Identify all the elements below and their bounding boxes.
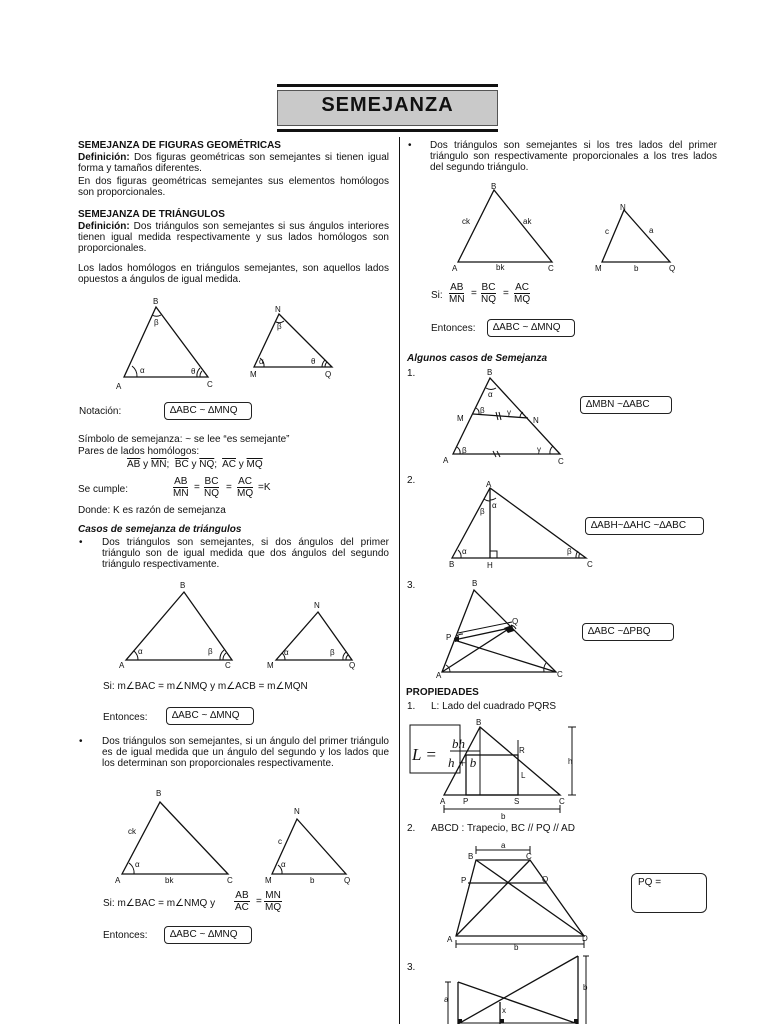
- figure-parallel-midline: [440, 366, 580, 466]
- figure-case-sas: [110, 786, 360, 886]
- label: A: [116, 382, 122, 391]
- label: β: [330, 648, 335, 657]
- figure-right-triangle-altitude: [444, 478, 604, 572]
- label: b: [501, 812, 506, 821]
- k-value: =K: [258, 482, 271, 493]
- label: C: [526, 852, 532, 861]
- label: B: [491, 182, 497, 191]
- label: M: [265, 876, 272, 885]
- label: C: [207, 380, 213, 389]
- similarity-box-5: ∆MBN ~∆ABC: [580, 396, 672, 414]
- label: N: [314, 601, 320, 610]
- label: c: [605, 227, 609, 236]
- caso1-si: Si: m∠BAC = m∠NMQ y m∠ACB = m∠MQN: [103, 681, 308, 692]
- bullet: •: [79, 537, 83, 548]
- figure-inscribed-square: [404, 715, 594, 823]
- figure-case-sss: [446, 180, 696, 278]
- caso2-box: ∆ABC ~ ∆MNQ: [164, 926, 252, 944]
- fraction-ab-mn-r: $\frac{AB}{MN}$: [449, 282, 465, 305]
- label: H: [487, 561, 493, 570]
- fraction-ab-ac: $\frac{AB}{AC}$: [235, 890, 249, 913]
- label: B: [476, 718, 482, 727]
- number-1: 1.: [407, 368, 416, 379]
- algunos-heading: Algunos casos de Semejanza: [407, 353, 548, 364]
- caso3-si: Si:: [431, 290, 443, 301]
- eq: =: [471, 288, 477, 299]
- label: α: [135, 860, 140, 869]
- bullet: •: [79, 736, 83, 747]
- title-band: [277, 84, 498, 132]
- label: Q: [349, 661, 356, 670]
- label: α: [259, 357, 264, 366]
- caso1-box: ∆ABC ~ ∆MNQ: [166, 707, 254, 725]
- label: a: [501, 841, 506, 850]
- bullet: •: [408, 140, 412, 151]
- pq-box: PQ =: [631, 873, 707, 913]
- fraction-bc-nq-r: $\frac{BC}{NQ}$: [481, 282, 496, 305]
- fraction-ab-mn: $\frac{AB}{MN}$: [173, 476, 189, 499]
- label: A: [447, 935, 453, 944]
- column-divider: [399, 137, 400, 1024]
- label: Q: [344, 876, 351, 885]
- donde-text: Donde: K es razón de semejanza: [78, 505, 226, 516]
- label: ak: [523, 217, 532, 226]
- label: β: [480, 406, 485, 415]
- number-3: 3.: [407, 962, 416, 973]
- definition-figuras: Definición: Dos figuras geométricas son semejantes si tienen igual forma y tamaños diferentes.: [78, 152, 389, 174]
- similarity-box-6: ∆ABH~∆AHC ~∆ABC: [585, 517, 704, 535]
- label: β: [480, 507, 485, 516]
- label: θ: [311, 357, 316, 366]
- label: B: [153, 297, 159, 306]
- label: bk: [165, 876, 174, 885]
- figure-trapezoid: [444, 838, 604, 952]
- formula-bh: bh: [452, 736, 465, 751]
- label: Q: [542, 875, 549, 884]
- label: Q: [669, 264, 676, 273]
- label: C: [225, 661, 231, 670]
- number-3: 3.: [407, 580, 416, 591]
- label: D: [582, 934, 588, 943]
- caso3-box: ∆ABC ~ ∆MNQ: [487, 319, 575, 337]
- caso2-text: Dos triángulos son semejantes, si un ángulo del primer triángulo es de igual medida que un ángulo del segundo y los lados que los determinan son proporcionales respectivamente.: [102, 736, 389, 769]
- label: α: [138, 647, 143, 656]
- label: θ: [191, 367, 196, 376]
- label: C: [558, 457, 564, 466]
- paragraph-homologos: En dos figuras geométricas semejantes sus elementos homólogos son proporcionales.: [78, 176, 389, 198]
- label: bk: [496, 263, 505, 272]
- label: γ: [507, 408, 511, 417]
- label: B: [180, 581, 186, 590]
- label: S: [514, 797, 520, 806]
- fraction-ac-mq-r: $\frac{AC}{MQ}$: [514, 282, 531, 305]
- label: N: [533, 416, 539, 425]
- label: a: [444, 995, 449, 1004]
- notation-box: ∆ABC ~ ∆MNQ: [164, 402, 252, 420]
- figure-crossed-poles: [438, 950, 598, 1024]
- propiedades-heading: PROPIEDADES: [406, 687, 479, 698]
- label: P: [446, 633, 452, 642]
- formula-L: L =: [412, 745, 437, 764]
- label: B: [487, 368, 493, 377]
- symbol-text: Símbolo de semejanza: ~ se lee “es semejante”: [78, 434, 290, 445]
- fraction-mn-mq: $\frac{MN}{MQ}$: [265, 890, 282, 913]
- label: ck: [462, 217, 470, 226]
- fraction-ac-mq: $\frac{AC}{MQ}$: [237, 476, 254, 499]
- label: b: [634, 264, 639, 273]
- label: A: [115, 876, 121, 885]
- label: A: [119, 661, 125, 670]
- prop2-text: ABCD : Trapecio, BC // PQ // AD: [431, 823, 575, 834]
- label: A: [440, 797, 446, 806]
- label: α: [462, 547, 467, 556]
- label: ck: [128, 827, 136, 836]
- label: B: [156, 789, 162, 798]
- label: β: [567, 547, 572, 556]
- label: Q: [512, 617, 519, 626]
- label: C: [548, 264, 554, 273]
- label: β: [462, 446, 467, 455]
- label: α: [284, 648, 289, 657]
- caso1-text: Dos triángulos son semejantes, si dos ángulos del primer triángulo son de igual medida que dos ángulos del segundo triángulo respectivamente.: [102, 537, 389, 570]
- label: a: [649, 226, 654, 235]
- label: A: [436, 671, 442, 680]
- label: b: [514, 943, 519, 952]
- label: M: [595, 264, 602, 273]
- label: P: [463, 797, 469, 806]
- casos-heading: Casos de semejanza de triángulos: [78, 524, 242, 535]
- entonces-label: Entonces:: [431, 323, 476, 334]
- figure-case-aa: [114, 578, 374, 670]
- label: α: [281, 860, 286, 869]
- label: B: [449, 560, 455, 569]
- label: N: [275, 305, 281, 314]
- label: C: [559, 797, 565, 806]
- cumple-label: Se cumple:: [78, 484, 129, 495]
- paragraph-lados-homologos: Los lados homólogos en triángulos semejantes, son aquellos lados opuestos a ángulos de igual medida.: [78, 263, 389, 285]
- label: C: [557, 670, 563, 679]
- label: A: [443, 456, 449, 465]
- label: M: [267, 661, 274, 670]
- entonces-label: Entonces:: [103, 930, 148, 941]
- prop1-text: L: Lado del cuadrado PQRS: [431, 701, 557, 712]
- label: L: [521, 771, 526, 780]
- pairs-line: $\overline{AB}$ y $\overline{MN}$; $\overline{BC}$ y $\overline{NQ}$; $\overline{AC}$ y $\overline{MQ}$: [127, 459, 263, 470]
- label: R: [519, 746, 525, 755]
- formula-hb: h + b: [448, 755, 477, 770]
- label: Q: [325, 370, 332, 379]
- label: x: [502, 1006, 506, 1015]
- entonces-label: Entonces:: [103, 712, 148, 723]
- caso3-text: Dos triángulos son semejantes si los tres lados del primer triángulo son respectivamente proporcionales a los tres lados del segundo triángulo.: [430, 140, 717, 173]
- label: C: [227, 876, 233, 885]
- label: β: [277, 322, 282, 331]
- section-heading-figuras: SEMEJANZA DE FIGURAS GEOMÉTRICAS: [78, 140, 281, 151]
- label: C: [587, 560, 593, 569]
- similarity-box-7: ∆ABC ~∆PBQ: [582, 623, 674, 641]
- figure-similar-triangles-1: [108, 295, 358, 395]
- label: h: [568, 757, 573, 766]
- notation-label: Notación:: [79, 406, 122, 417]
- label: β: [154, 318, 159, 327]
- label: γ: [537, 445, 541, 454]
- label: A: [486, 480, 492, 489]
- pairs-label: Pares de lados homólogos:: [78, 446, 200, 457]
- label: α: [492, 501, 497, 510]
- label: N: [620, 203, 626, 212]
- label: b: [310, 876, 315, 885]
- eq: =: [256, 896, 262, 907]
- definition-triangulos: Definición: Dos triángulos son semejantes si sus ángulos interiores tienen igual medida respectivamente y sus lados homólogos son proporcionales.: [78, 221, 389, 254]
- label: M: [250, 370, 257, 379]
- caso2-si: Si: m∠BAC = m∠NMQ y: [103, 898, 216, 909]
- number-1: 1.: [407, 701, 416, 712]
- label: b: [583, 983, 588, 992]
- eq: =: [503, 288, 509, 299]
- label: N: [294, 807, 300, 816]
- fraction-bc-nq: $\frac{BC}{NQ}$: [204, 476, 219, 499]
- label: α: [488, 390, 493, 399]
- label: P: [461, 876, 467, 885]
- number-2: 2.: [407, 475, 416, 486]
- label: β: [208, 647, 213, 656]
- number-2: 2.: [407, 823, 416, 834]
- label: B: [468, 852, 474, 861]
- label: α: [140, 366, 145, 375]
- eq: =: [194, 482, 200, 493]
- figure-antiparallel: [432, 576, 572, 680]
- label: A: [452, 264, 458, 273]
- label: c: [278, 837, 282, 846]
- label: B: [472, 579, 478, 588]
- eq: =: [226, 482, 232, 493]
- section-heading-triangulos: SEMEJANZA DE TRIÁNGULOS: [78, 209, 225, 220]
- label: M: [457, 414, 464, 423]
- page-title: SEMEJANZA: [321, 94, 454, 116]
